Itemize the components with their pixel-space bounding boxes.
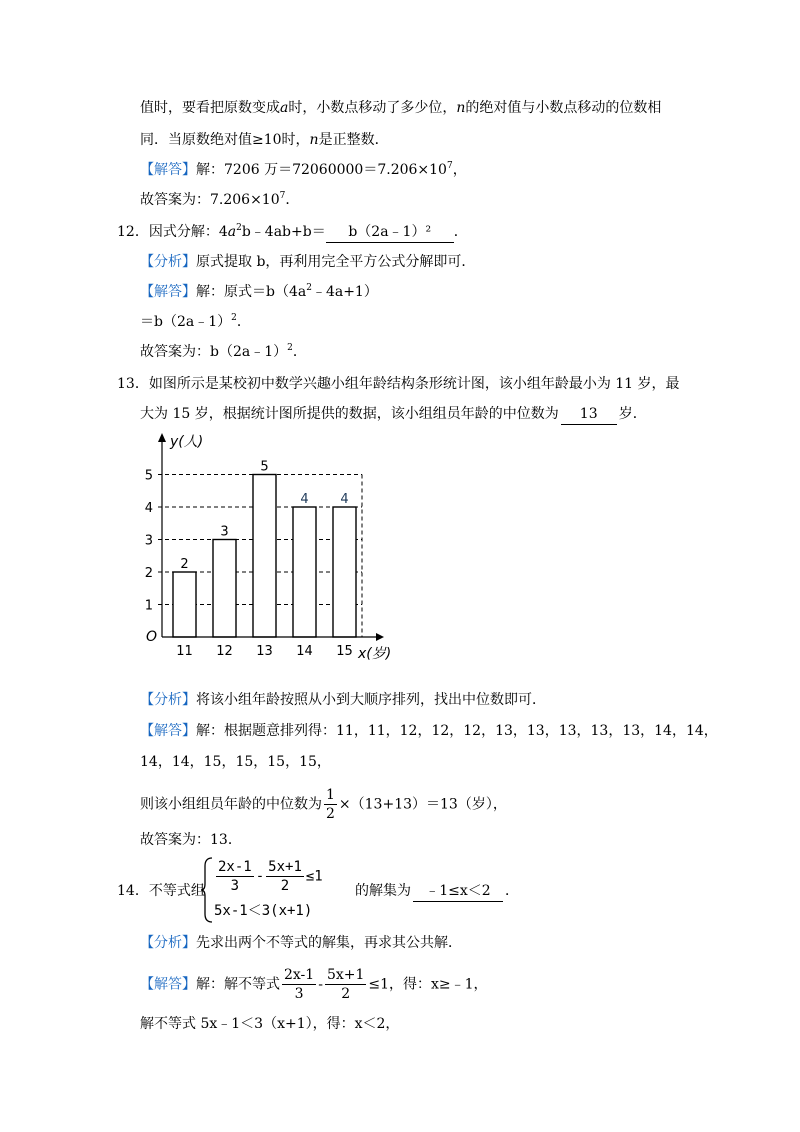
- p14-answer-blank: ﹣1≤x＜2: [413, 881, 503, 902]
- x-tick-label-12: 12: [216, 644, 233, 659]
- y-tick-label-3: 3: [144, 533, 153, 549]
- p14-question-lead: 14．不等式组: [117, 883, 205, 899]
- x-tick-label-11: 11: [176, 644, 193, 659]
- origin-label: O: [146, 629, 158, 645]
- bar-value-label-13: 5: [260, 459, 269, 475]
- inequality-2: 5x-1＜3(x+1): [214, 903, 313, 919]
- bar-value-label-11: 2: [180, 557, 189, 572]
- analysis-tag: 【分析】: [140, 692, 196, 708]
- x-axis-label: x(岁): [358, 646, 392, 662]
- age-bar-chart: [140, 430, 400, 665]
- p12-solution-1: 【解答】解：原式$=b(4a^2﹣4a+1)$: [140, 283, 378, 300]
- p12-question: 12．因式分解：$4a^2b﹣4ab+b=$ b（2a﹣1）² ．: [117, 222, 468, 243]
- solution-tag: 【解答】: [140, 976, 196, 993]
- p11-answer: 故答案为：$7.206\times 10^7$．: [140, 191, 300, 208]
- p14-analysis: 【分析】先求出两个不等式的解集，再求其公共解．: [140, 935, 462, 951]
- solution-tag: 【解答】: [140, 284, 196, 300]
- y-axis-label: y(人): [170, 434, 204, 450]
- chart-bars: [173, 475, 356, 638]
- bar-value-label-14: 4: [300, 492, 309, 507]
- analysis-tag: 【分析】: [140, 254, 196, 270]
- p11-line1: 值时，要看把原数变成a时，小数点移动了多少位，n的绝对值与小数点移动的位数相: [140, 100, 662, 116]
- bar-12: [213, 540, 236, 638]
- p11-line2: 同．当原数绝对值≥10时，n是正整数．: [140, 132, 389, 148]
- p13-question-1: 13．如图所示是某校初中数学兴趣小组年龄结构条形统计图，该小组年龄最小为 11 岁，最: [117, 376, 680, 392]
- x-axis-arrow-icon: [376, 633, 384, 641]
- bar-value-label-12: 3: [220, 524, 229, 540]
- inequality-1: $\frac{2x-1}{3}$ - $\frac{5x+1}{2}$ ≤1: [218, 859, 323, 894]
- bar-13: [253, 475, 276, 638]
- p14-solution-1: 【解答】解：解不等式 $\frac{2x-1}{3}$ - $\frac{5x+1}{2}$ ≤1，得：x≥﹣1，: [140, 967, 488, 1002]
- bar-15: [333, 507, 356, 637]
- p14-question-tail: 的解集为 ﹣1≤x＜2 ．: [355, 881, 519, 902]
- p13-answer: 故答案为：13．: [140, 832, 242, 848]
- x-tick-label-15: 15: [336, 644, 353, 659]
- p14-solution-2: 解不等式 5x﹣1＜3（x+1），得：x＜2，: [140, 1016, 400, 1032]
- p13-solution-3: 则该小组组员年龄的中位数为 $\frac{1}{2}$ ×（13+13）＝13（岁），: [140, 787, 507, 822]
- solution-tag: 【解答】: [140, 162, 196, 178]
- y-tick-label-2: 2: [144, 566, 153, 581]
- p11-solution: 【解答】解：7206 万$=72060000=7.206\times 10^7$，: [140, 161, 467, 178]
- y-tick-label-1: 1: [144, 598, 153, 614]
- bar-value-label-15: 4: [340, 492, 349, 507]
- bar-11: [173, 572, 196, 637]
- p13-answer-blank: 13: [561, 404, 617, 425]
- p13-question-2: 大为 15 岁，根据统计图所提供的数据，该小组组员年龄的中位数为 13 岁．: [140, 404, 647, 425]
- y-axis-arrow-icon: [158, 433, 166, 442]
- bar-14: [293, 507, 316, 637]
- solution-tag: 【解答】: [140, 723, 196, 739]
- x-tick-label-13: 13: [256, 644, 273, 659]
- y-tick-label-4: 4: [144, 501, 153, 516]
- p12-solution-2: ＝b（2a﹣1）$^2$．: [140, 313, 251, 330]
- fraction-one-half: $\frac{1}{2}$: [326, 787, 335, 822]
- p12-answer: 故答案为：b（2a﹣1）$^2$．: [140, 343, 307, 360]
- x-tick-label-14: 14: [296, 644, 313, 659]
- y-tick-label-5: 5: [144, 468, 153, 484]
- p12-analysis: 【分析】原式提取 b，再利用完全平方公式分解即可．: [140, 254, 476, 270]
- p12-answer-blank: b（2a﹣1）²: [326, 222, 454, 243]
- left-brace-icon: [200, 856, 214, 924]
- p13-solution-2: 14，14，15，15，15，15，: [140, 754, 331, 770]
- analysis-tag: 【分析】: [140, 935, 196, 951]
- p13-solution-1: 【解答】解：根据题意排列得：11，11，12，12，12，13，13，13，13，13，14，14，: [140, 723, 718, 739]
- p13-analysis: 【分析】将该小组年龄按照从小到大顺序排列，找出中位数即可．: [140, 692, 546, 708]
